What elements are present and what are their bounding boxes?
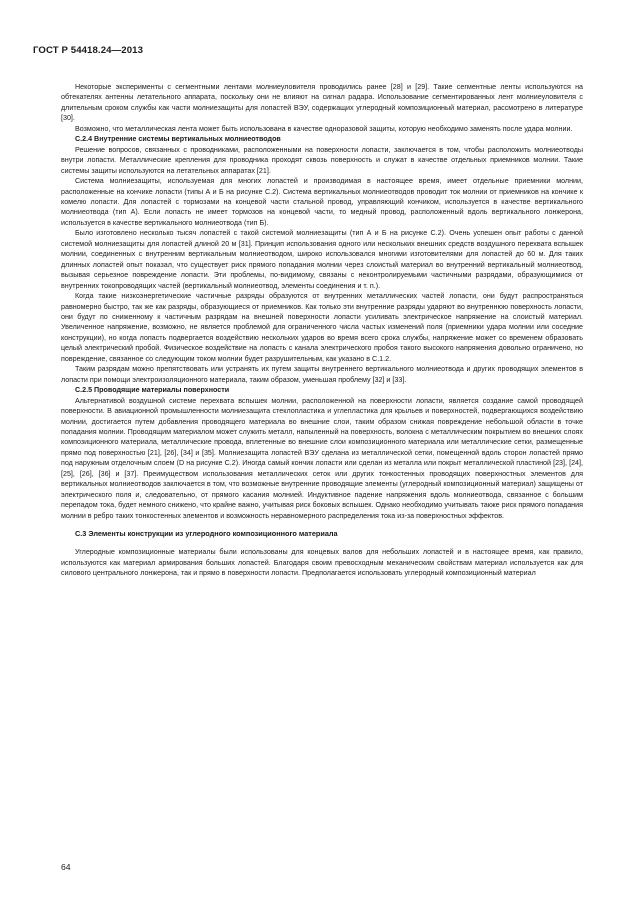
paragraph: Некоторые эксперименты с сегментными лентами молниеуловителя проводились ранее [28] и [29]. Такие сегментные ленты используются на обтекателях антенны летательного аппарата, поскольку они не влияют на сигнал радара. Использование сегментированных лент молниеуловителя с длительным сроком службы как части молниезащиты для лопастей ВЭУ, содержащих углеродный композиционный материал, рассмотрено в литературе [30]. (61, 83, 583, 123)
paragraph: Таким разрядам можно препятствовать или устранять их путем защиты внутреннего вертикального молниеотвода и других проводящих элементов в лопасти при помощи электроизоляционного материала, таким образом, уменьшая проблему [32] и [33]. (61, 365, 583, 384)
paragraph: Было изготовлено несколько тысяч лопастей с такой системой молниезащиты (тип А и Б на рисунке С.2). Очень успешен опыт работы с данной системой молниезащиты для лопастей длиной 20 м [31]. Принцип использования одного или нескольких внешних средств воздушного перехвата вспышек молнии, соединенных с внутренним вертикальным молниеотводом, широко использовался многими изготовителями для лопастей до 60 м. Для таких длинных лопастей опыт показал, что существует риск прямого попадания молнии через слоистый материал во внутренний вертикальный молниеотвод, вызывая серьезное повреждение лопасти. Эти проблемы, по-видимому, связаны с неконтролируемыми частичными разрядами, образующимися от внутренних токопроводящих частей (вертикальный молниеотвод, элементы соединения и т. п.). (61, 229, 583, 290)
section-heading-c-2-4: С.2.4 Внутренние системы вертикальных молниеотводов (75, 135, 281, 144)
section-heading-c-2-5: С.2.5 Проводящие материалы поверхности (75, 386, 230, 395)
paragraph: Альтернативой воздушной системе перехвата вспышек молнии, расположенной на поверхности лопасти, является создание самой проводящей поверхности. В авиационной промышленности молниезащита стеклопластика и углепластика для крыльев и поверхностей, подвергающихся воздействию молнии, достигается путем добавления проводящего материала во внешние слои, таким образом снижая повреждение небольшой области в точке попадания молнии. Проводящим материалом может служить металл, напыленный на поверхность, волокна с металлическим покрытием во внешних слоях композиционного материала, металлические провода, вплетенные во внешние слои композиционного материала или металлические сетки, размещенные прямо под поверхностью [21], [26], [34] и [35]. Молниезащита лопастей ВЭУ сделана из металлической сетки, помещенной вдоль сторон лопастей прямо под наружным отделочным слоем (D на рисунке С.2). Иногда самый кончик лопасти или сделан из металла или покрыт металлической пластиной [23], [24], [25], [26], [36] и [37]. Преимуществом использования металлических сеток или других тонкостенных проводящих поверхностных элементов для вертикальных молниеотводов заключается в том, что возможные внутренние проводящие элементы (углеродный композиционный материал) защищены от электрического поля и, следовательно, от прямого касания молнией. Индуктивное падение напряжения вдоль молниеотвода, связанное с большим перепадом тока, будет немного снижено, что крайне важно, учитывая риск боковых вспышек. Однако необходимо учитывать также риск прямого попадания молнии в ребро таких тонкостенных элементов и возможность неравномерного распределения тока из-за поверхностных эффектов. (61, 396, 583, 520)
document-body (61, 82, 583, 579)
paragraph: Возможно, что металлическая лента может быть использована в качестве одноразовой защиты, которую необходимо заменять после удара молнии. (75, 124, 573, 133)
paragraph: Углеродные композиционные материалы были использованы для концевых валов для небольших лопастей и в настоящее время, как правило, используются как материал армирования больших лопастей. Благодаря своим превосходным механическим свойствам материал используется как для силового центрального лонжерона, так и прямо в поверхности лопасти. Предполагается использовать углеродный композиционный материал (61, 548, 583, 578)
page-header-standard-code: ГОСТ Р 54418.24—2013 (33, 45, 144, 56)
paragraph: Система молниезащиты, используемая для многих лопастей и производимая в настоящее время, имеет отдельные приемники молнии, расположенные на кончике лопасти (типы А и Б на рисунке С.2). Система вертикальных молниеотводов проводит ток молнии от приемников на кончике к комелю лопасти. Для лопастей с тормозами на концевой части стальной провод, управляющий кончиком, используется в качестве вертикального молниеотвода (тип А). Если лопасть не имеет тормозов на концевой части, то медный провод, расположенный вдоль вертикального лонжерона, используется в качестве вертикального молниеотвода (тип Б). (61, 177, 583, 227)
paragraph: Решение вопросов, связанных с проводниками, расположенными на поверхности лопасти, заключается в том, чтобы расположить молниеотводы внутри лопасти. Металлические крепления для проводника проходят сквозь поверхность и служат в качестве отдельных приемников молнии. Такие системы защиты используются на летательных аппаратах [21]. (61, 145, 583, 175)
page-number: 64 (61, 862, 71, 872)
paragraph: Когда такие низкоэнергетические частичные разряды образуются от внутренних металлических частей лопасти, они будут распространяться равномерно быстро, так же как разряды, образующиеся от приемников. Как только эти внутренние разряды ударяют во внутреннюю поверхность лопасти, они будут по сниженному к частичным разрядам на внешней поверхности лопасти усиливать электрическое напряжение на слоистый материал. Увеличенное напряжение, возможно, не является проблемой для ограниченного числа частых изменений поля (приемники удара молнии или соседние конструкции), но когда лопасть подвергается воздействию нескольких ударов во время всего срока службы, напряжение может со временем образовать целый электрический пробой. Физическое воздействие на лопасть с канала электрического пробоя такого высокого напряжения довольно ограничено, но повреждение, связанное со следующим током молнии будет разрушительным, как указано в С.1.2. (61, 292, 583, 363)
section-heading-c-3: С.3 Элементы конструкции из углеродного композиционного материала (75, 529, 338, 539)
